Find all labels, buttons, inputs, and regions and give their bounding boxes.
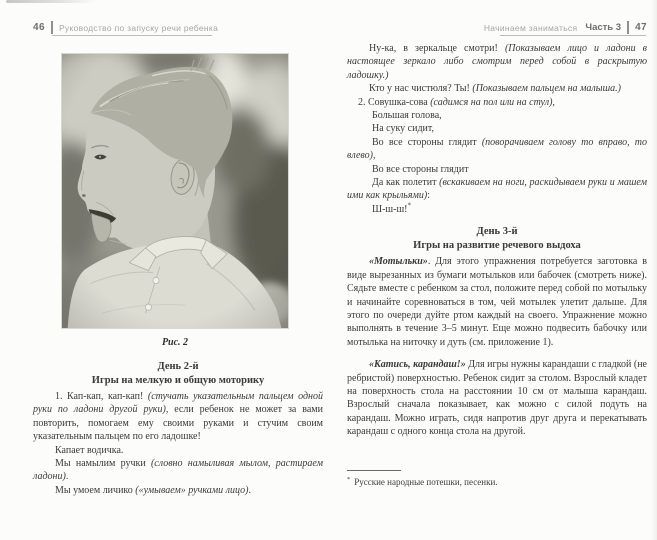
left-header-rule [52,35,212,36]
paragraph: «Катись, карандаш!» Для игры нужны карандаши с гладкой (не ребристой) поверхностью. Ребенок сидит за столом. Взрослый кладет на поверхность стола на расстоянии 10 см от малыша карандаш. Взрослый сначала показывает, как можно с силой подуть на карандаш. Можно играть, сидя напротив друг друга и перекатывать карандаш с одного конца стола на другой. [347,359,647,438]
figure-caption: Рис. 2 [161,337,189,348]
paragraph: Мы намылим ручки (словно намыливая мылом, растираем ладони). [33,458,323,483]
left-page-header [33,21,218,34]
footnote-line [347,474,647,488]
day2-heading: День 2-й [157,361,199,372]
right-header-rule [500,35,646,36]
verse-line: Большая голова, [372,110,442,122]
day3-subheading: Игры на развитие речевого выдоха [413,240,581,252]
paragraph: Кто у нас чистюля? Ты! (Показываем пальцем на малыша.) [369,83,621,95]
left-header-title: Руководство по запуску речи ребенка [58,22,219,33]
paragraph: Ну-ка, в зеркальце смотри! (Показываем лицо и ладони в настоящее зеркало либо смотрим перед собой в раскрытую ладошку.) [347,43,647,81]
header-divider [627,21,629,34]
paragraph: «Мотыльки». Для этого упражнения потребуется заготовка в виде вырезанных из бумаги мотыльков или бабочек (смотреть ниже). Сядьте вместе с ребенком за стол, положите перед собой по мотыльку и начинайте соревноваться в том, чей мотылек улетит дальше. Для этого по очереди дуйте ртом каждый на своего. Упражнение можно выполнять в течение 3–5 минут. Еще можно подвесить бабочку или мотылька на ниточку и дуть (см. приложение 1). [347,256,647,348]
verse-line: Да как полетит (вскакиваем на ноги, раскидываем руки и машем ими как крыльями): [347,177,647,202]
left-page-body [33,360,323,497]
day2-subheading: Игры на мелкую и общую моторику [91,375,265,386]
right-page-number: 47 [635,22,647,33]
footnote [347,470,647,488]
footnote-marker: * [347,476,351,483]
scan-edge-shadow [651,0,657,540]
paragraph: Капает водичка. [55,444,124,456]
scan-edge-smudge [6,0,96,3]
right-page-body [347,42,647,439]
paragraph: Мы умоем личико («умываем» ручками лицо). [55,484,251,496]
verse-line: Ш-ш-ш!* [372,201,411,215]
left-page-number: 46 [33,22,45,33]
header-divider [51,21,53,34]
figure-photo [62,54,288,328]
verse-line: На суку сидит, [372,123,435,135]
right-header-part: Часть 3 [585,22,622,33]
paragraph: 1. Кап-кап, кап-кап! (стучать указательным пальцем одной руки по ладони другой руки), если ребенок не может за вами повторить, помогаем ему своими руками и стучим своим указательным пальцем по его ладошке! [33,391,323,443]
verse-line: 2. Совушка-сова (садимся на пол или на стул), [358,96,555,108]
day3-heading: День 3-й [476,226,518,238]
right-page-header [484,21,647,34]
verse-line: Во все стороны глядит [372,163,469,175]
right-header-title: Начинаем заниматься [483,22,578,33]
boy-profile-photo [62,54,288,328]
verse-line: Во все стороны глядит (поворачиваем голову то вправо, то влево), [347,136,647,162]
footnote-rule [347,470,401,471]
footnote-text: Русские народные потешки, песенки. [354,477,498,487]
